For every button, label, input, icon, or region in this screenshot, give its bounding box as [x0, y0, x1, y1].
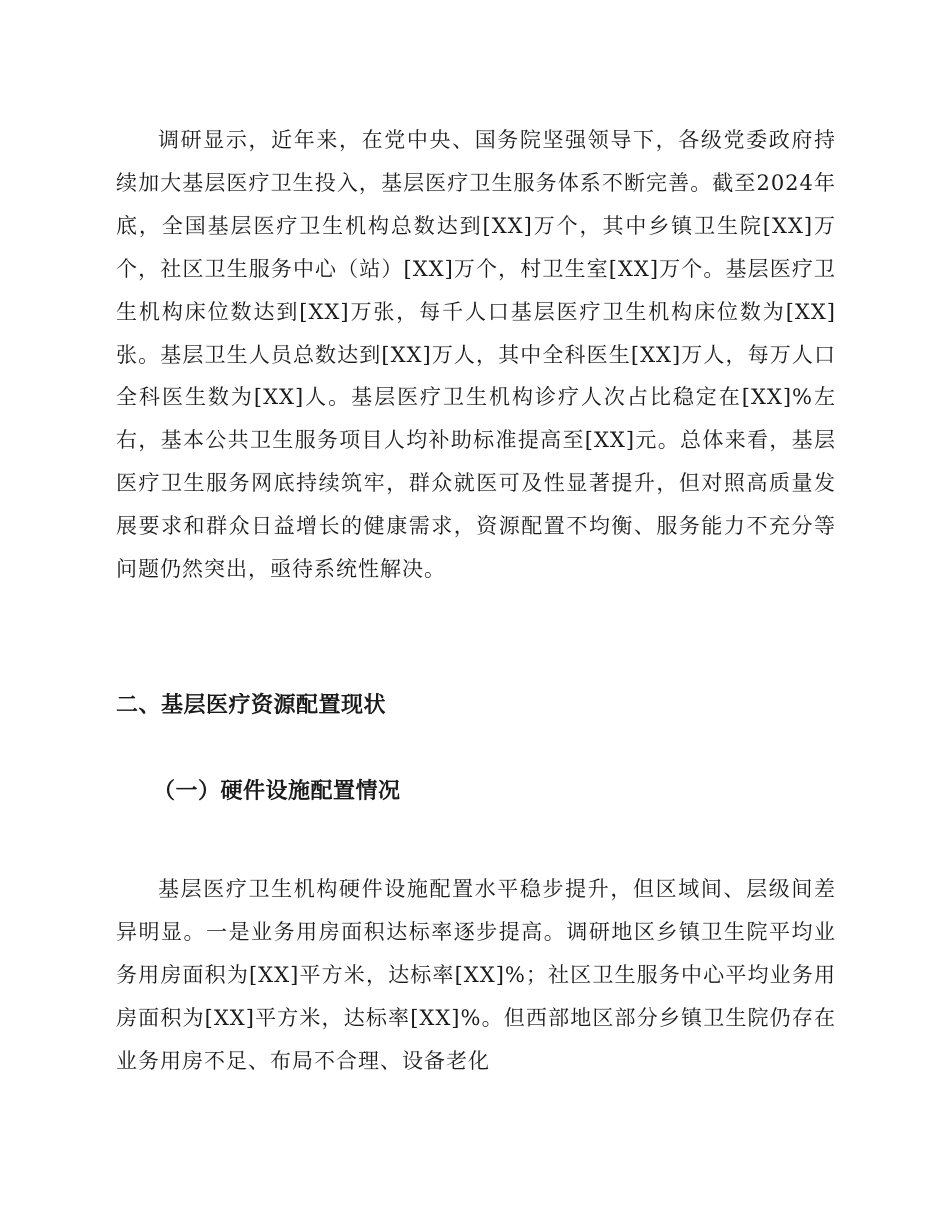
- section-heading: 二、基层医疗资源配置现状: [116, 693, 387, 718]
- subsection-heading: （一）硬件设施配置情况: [153, 779, 401, 804]
- body-paragraph: 基层医疗卫生机构硬件设施配置水平稳步提升，但区域间、层级间差异明显。一是业务用房面积达标率逐步提高。调研地区乡镇卫生院平均业务用房面积为[XX]平方米，达标率[XX]%；社区卫生服务中心平均业务用房面积为[XX]平方米，达标率[XX]%。但西部地区部分乡镇卫生院仍存在业务用房不足、布局不合理、设备老化: [116, 877, 836, 1073]
- body-paragraph: 调研显示，近年来，在党中央、国务院坚强领导下，各级党委政府持续加大基层医疗卫生投入，基层医疗卫生服务体系不断完善。截至2024年底，全国基层医疗卫生机构总数达到[XX]万个，其中乡镇卫生院[XX]万个，社区卫生服务中心（站）[XX]万个，村卫生室[XX]万个。基层医疗卫生机构床位数达到[XX]万张，每千人口基层医疗卫生机构床位数为[XX]张。基层卫生人员总数达到[XX]万人，其中全科医生[XX]万人，每万人口全科医生数为[XX]人。基层医疗卫生机构诊疗人次占比稳定在[XX]%左右，基本公共卫生服务项目人均补助标准提高至[XX]元。总体来看，基层医疗卫生服务网底持续筑牢，群众就医可及性显著提升，但对照高质量发展要求和群众日益增长的健康需求，资源配置不均衡、服务能力不充分等问题仍然突出，亟待系统性解决。: [116, 128, 836, 582]
